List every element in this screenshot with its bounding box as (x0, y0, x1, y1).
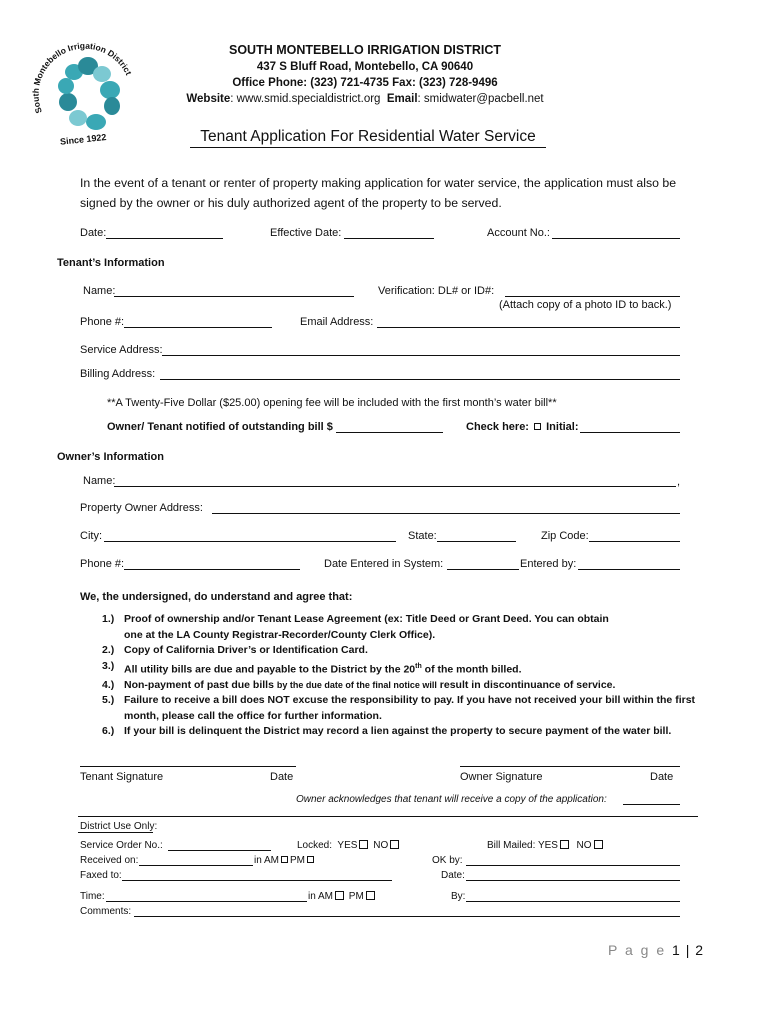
property-address-label: Property Owner Address: (80, 502, 203, 514)
tenant-email-label: Email Address: (300, 316, 374, 328)
received-field[interactable] (139, 865, 253, 866)
locked-group: Locked: YES NO (297, 840, 401, 851)
org-phone: Office Phone: (323) 721-4735 Fax: (323) 728-9496 (232, 77, 498, 89)
service-address-label: Service Address: (80, 344, 163, 356)
date-label: Date: (80, 227, 107, 239)
district-logo (30, 40, 145, 150)
verification-label: Verification: DL# or ID#: (378, 285, 495, 297)
check-here-checkbox[interactable] (534, 423, 541, 430)
received-label: Received on: (80, 855, 139, 866)
tenant-signature-label: Tenant Signature (80, 771, 164, 783)
service-order-label: Service Order No.: (80, 840, 163, 851)
check-here-label: Check here: (466, 421, 529, 433)
city-label: City: (80, 530, 102, 542)
tenant-phone-field[interactable] (124, 327, 272, 328)
tenant-email-field[interactable] (377, 327, 680, 328)
ok-by-field[interactable] (466, 865, 680, 866)
district-heading: District Use Only: (80, 821, 158, 832)
initial-label: Initial: (546, 421, 579, 433)
account-label: Account No.: (487, 227, 550, 239)
time-ampm-group: in AM PM (308, 891, 377, 902)
agreement-list (80, 612, 720, 740)
owner-date-label: Date (650, 771, 674, 783)
tenant-name-field[interactable] (114, 296, 354, 297)
received-am-checkbox[interactable] (281, 856, 288, 863)
received-pm-checkbox[interactable] (307, 856, 314, 863)
time-pm-checkbox[interactable] (366, 891, 375, 900)
list-item: 6.) If your bill is delinquent the District may record a lien against the property to secure payment of the water bill. (102, 725, 672, 737)
verification-field[interactable] (505, 296, 680, 297)
entered-label: Date Entered in System: (324, 558, 444, 570)
city-field[interactable] (104, 541, 396, 542)
billing-address-label: Billing Address: (80, 368, 156, 380)
district-date-label: Date: (441, 870, 465, 881)
state-label: State: (408, 530, 437, 542)
service-address-field[interactable] (162, 355, 680, 356)
fee-note: **A Twenty-Five Dollar ($25.00) opening fee will be included with the first month’s water bill** (107, 397, 557, 409)
acknowledge-label: Owner acknowledges that tenant will receive a copy of the application: (296, 794, 607, 805)
website-value[interactable]: : www.smid.specialdistrict.org (230, 93, 381, 105)
list-item: 1.) Proof of ownership and/or Tenant Lease Agreement (ex: Title Deed or Grant Deed. You can obtain one at the LA County Registrar-Recorder/County Clerk Office). (102, 613, 609, 641)
time-am-checkbox[interactable] (335, 891, 344, 900)
owner-name-field[interactable] (114, 486, 676, 487)
list-item: 4.) Non-payment of past due bills by the due date of the final notice will result in discontinuance of service. (102, 678, 616, 691)
acknowledge-field[interactable] (623, 804, 680, 805)
intro-paragraph: In the event of a tenant or renter of property making application for water service, the application must also be signed by the owner or his duly authorized agent of the property to be served. (80, 176, 677, 210)
district-heading-underline (78, 832, 153, 833)
initial-field[interactable] (580, 432, 680, 433)
agreement-lead: We, the undersigned, do understand and agree that: (80, 591, 353, 603)
entered-by-label: Entered by: (520, 558, 577, 570)
org-name: SOUTH MONTEBELLO IRRIGATION DISTRICT (229, 43, 501, 57)
zip-label: Zip Code: (541, 530, 589, 542)
faxed-field[interactable] (122, 880, 392, 881)
list-item: 5.) Failure to receive a bill does NOT excuse the responsibility to pay. If you have not received your bill within the first month, please call the office for further information. (102, 694, 696, 722)
by-field[interactable] (466, 901, 680, 902)
bill-mailed-no-checkbox[interactable] (594, 840, 603, 849)
received-ampm-group: in AM PM (254, 855, 316, 866)
effective-date-field[interactable] (344, 238, 434, 239)
tenant-heading: Tenant’s Information (57, 257, 165, 269)
owner-heading: Owner’s Information (57, 451, 164, 463)
effective-date-label: Effective Date: (270, 227, 342, 239)
bill-mailed-group: Bill Mailed: YES NO (487, 840, 605, 851)
notified-label: Owner/ Tenant notified of outstanding bill $ (107, 421, 333, 433)
email-value[interactable]: : smidwater@pacbell.net (417, 93, 544, 105)
notified-amount-field[interactable] (336, 432, 443, 433)
time-label: Time: (80, 891, 105, 902)
owner-phone-label: Phone #: (80, 558, 125, 570)
tenant-date-label: Date (270, 771, 294, 783)
tenant-phone-label: Phone #: (80, 316, 125, 328)
attach-note: (Attach copy of a photo ID to back.) (499, 299, 672, 311)
time-field[interactable] (106, 901, 307, 902)
list-item: 2.) Copy of California Driver’s or Identification Card. (102, 644, 368, 656)
owner-signature-label: Owner Signature (460, 771, 543, 783)
website-label: Website (186, 93, 231, 105)
logo-since-text: Since 1922 (59, 131, 107, 147)
tenant-signature-field[interactable] (80, 766, 296, 767)
water-drops-logo-icon (30, 40, 145, 150)
org-address: 437 S Bluff Road, Montebello, CA 90640 (256, 61, 474, 73)
property-address-field[interactable] (212, 513, 680, 514)
ok-by-label: OK by: (432, 855, 463, 866)
service-order-field[interactable] (168, 850, 271, 851)
district-date-field[interactable] (466, 880, 680, 881)
faxed-label: Faxed to: (80, 870, 122, 881)
owner-name-label: Name: (83, 475, 116, 487)
tenant-name-label: Name: (83, 285, 116, 297)
form-title: Tenant Application For Residential Water Service (190, 128, 546, 148)
state-field[interactable] (437, 541, 516, 542)
billing-address-field[interactable] (160, 379, 680, 380)
by-label: By: (451, 891, 466, 902)
comments-field[interactable] (134, 916, 680, 917)
date-field[interactable] (106, 238, 223, 239)
check-here-group (466, 421, 579, 433)
owner-name-end: , (677, 476, 681, 488)
account-field[interactable] (552, 238, 680, 239)
entered-field[interactable] (447, 569, 519, 570)
locked-yes-checkbox[interactable] (359, 840, 368, 849)
page-number: P a g e 1 | 2 (608, 942, 704, 958)
comments-label: Comments: (80, 906, 132, 917)
logo-arc-text: South Montebello Irrigation District (30, 40, 134, 115)
divider (78, 816, 698, 817)
owner-signature-field[interactable] (460, 766, 680, 767)
owner-phone-field[interactable] (124, 569, 300, 570)
email-label: Email (386, 93, 418, 105)
locked-no-checkbox[interactable] (390, 840, 399, 849)
list-item: 3.) All utility bills are due and payable to the District by the 20th of the month billed. (102, 659, 522, 675)
entered-by-field[interactable] (578, 569, 680, 570)
bill-mailed-yes-checkbox[interactable] (560, 840, 569, 849)
zip-field[interactable] (589, 541, 680, 542)
org-web-email (150, 93, 580, 105)
